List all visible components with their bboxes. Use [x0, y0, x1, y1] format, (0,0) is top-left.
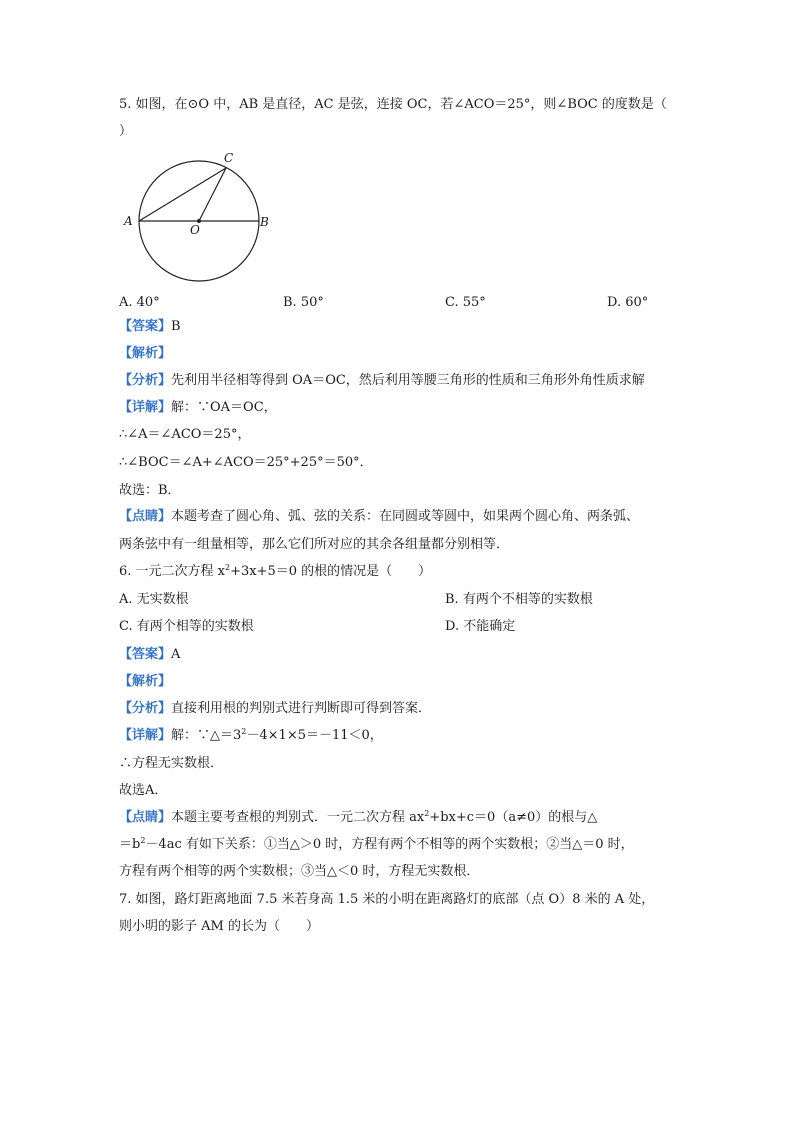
q5-option-c: C. 55° — [445, 295, 486, 310]
q5-dianjing: 【点睛】本题考查了圆心角、弧、弦的关系：在同圆或等圆中，如果两个圆心角、两条弧、 — [119, 509, 640, 524]
q5-dianjing-line2: 两条弦中有一组量相等，那么它们所对应的其余各组量都分别相等． — [119, 537, 510, 552]
q6-xiangjie-line2: ∴方程无实数根． — [119, 756, 224, 771]
q5-stem-cont: ） — [119, 124, 133, 139]
q6-dianjing-line2: $=b^2-4ac$ 有如下关系：①当△＞0 时，方程有两个不相等的两个实数根；②当△＝0 时， — [119, 836, 634, 852]
q6-option-c: C. 有两个相等的实数根 — [119, 619, 254, 634]
q6-fenxi: 【分析】直接利用根的判别式进行判断即可得到答案． — [119, 701, 432, 716]
q6-option-a: A. 无实数根 — [119, 592, 189, 607]
q5-xiangjie-line3: ∴∠BOC＝∠A+∠ACO＝25°+25°＝50°． — [119, 455, 373, 470]
q5-analysis-heading: 【解析】 — [119, 346, 172, 361]
label-c: C — [224, 151, 234, 165]
label-b: B — [260, 215, 269, 229]
circle-figure — [118, 148, 288, 283]
q5-option-d: D. 60° — [607, 295, 649, 310]
q5-xiangjie-line2: ∴∠A＝∠ACO＝25°， — [119, 427, 251, 442]
q5-stem: 5. 如图，在⊙O 中，AB 是直径，AC 是弦，连接 OC，若∠ACO＝25°，则∠BOC 的度数是（ — [119, 97, 667, 112]
q6-dianjing-line3: 方程有两个相等的两个实数根；③当△＜0 时，方程无实数根． — [119, 864, 480, 879]
q5-option-a: A. 40° — [119, 295, 160, 310]
q6-stem: 6. 一元二次方程 $x^2+3x+5=0$ 的根的情况是（ ） — [119, 563, 432, 579]
q6-analysis-heading: 【解析】 — [119, 674, 172, 689]
q7-stem-cont: 则小明的影子 AM 的长为（ ） — [119, 919, 319, 934]
q6-dianjing: 【点睛】本题主要考查根的判别式．一元二次方程 $ax^2+bx+c=0(a\ne 0)$的根与△ — [119, 809, 598, 825]
q5-xiangjie: 【详解】解：∵OA＝OC， — [119, 400, 277, 415]
label-a: A — [124, 214, 133, 228]
q5-choice: 故选：B． — [119, 483, 181, 498]
q5-answer: 【答案】B — [119, 319, 181, 334]
q5-fenxi: 【分析】先利用半径相等得到 OA＝OC，然后利用等腰三角形的性质和三角形外角性质求解 — [119, 373, 645, 388]
q6-answer: 【答案】A — [119, 647, 181, 662]
q7-stem: 7. 如图，路灯距离地面 7.5 米若身高 1.5 米的小明在距离路灯的底部（点 O）8 米的 A 处， — [119, 892, 655, 907]
q6-choice: 故选A． — [119, 783, 168, 798]
q6-xiangjie: 【详解】解：$\because\triangle=3^2-4\times 1\times 5=-11<0$， — [119, 727, 383, 743]
q6-option-d: D. 不能确定 — [445, 619, 516, 634]
q6-option-b: B. 有两个不相等的实数根 — [445, 592, 593, 607]
q5-option-b: B. 50° — [283, 295, 324, 310]
label-o: O — [190, 223, 200, 237]
